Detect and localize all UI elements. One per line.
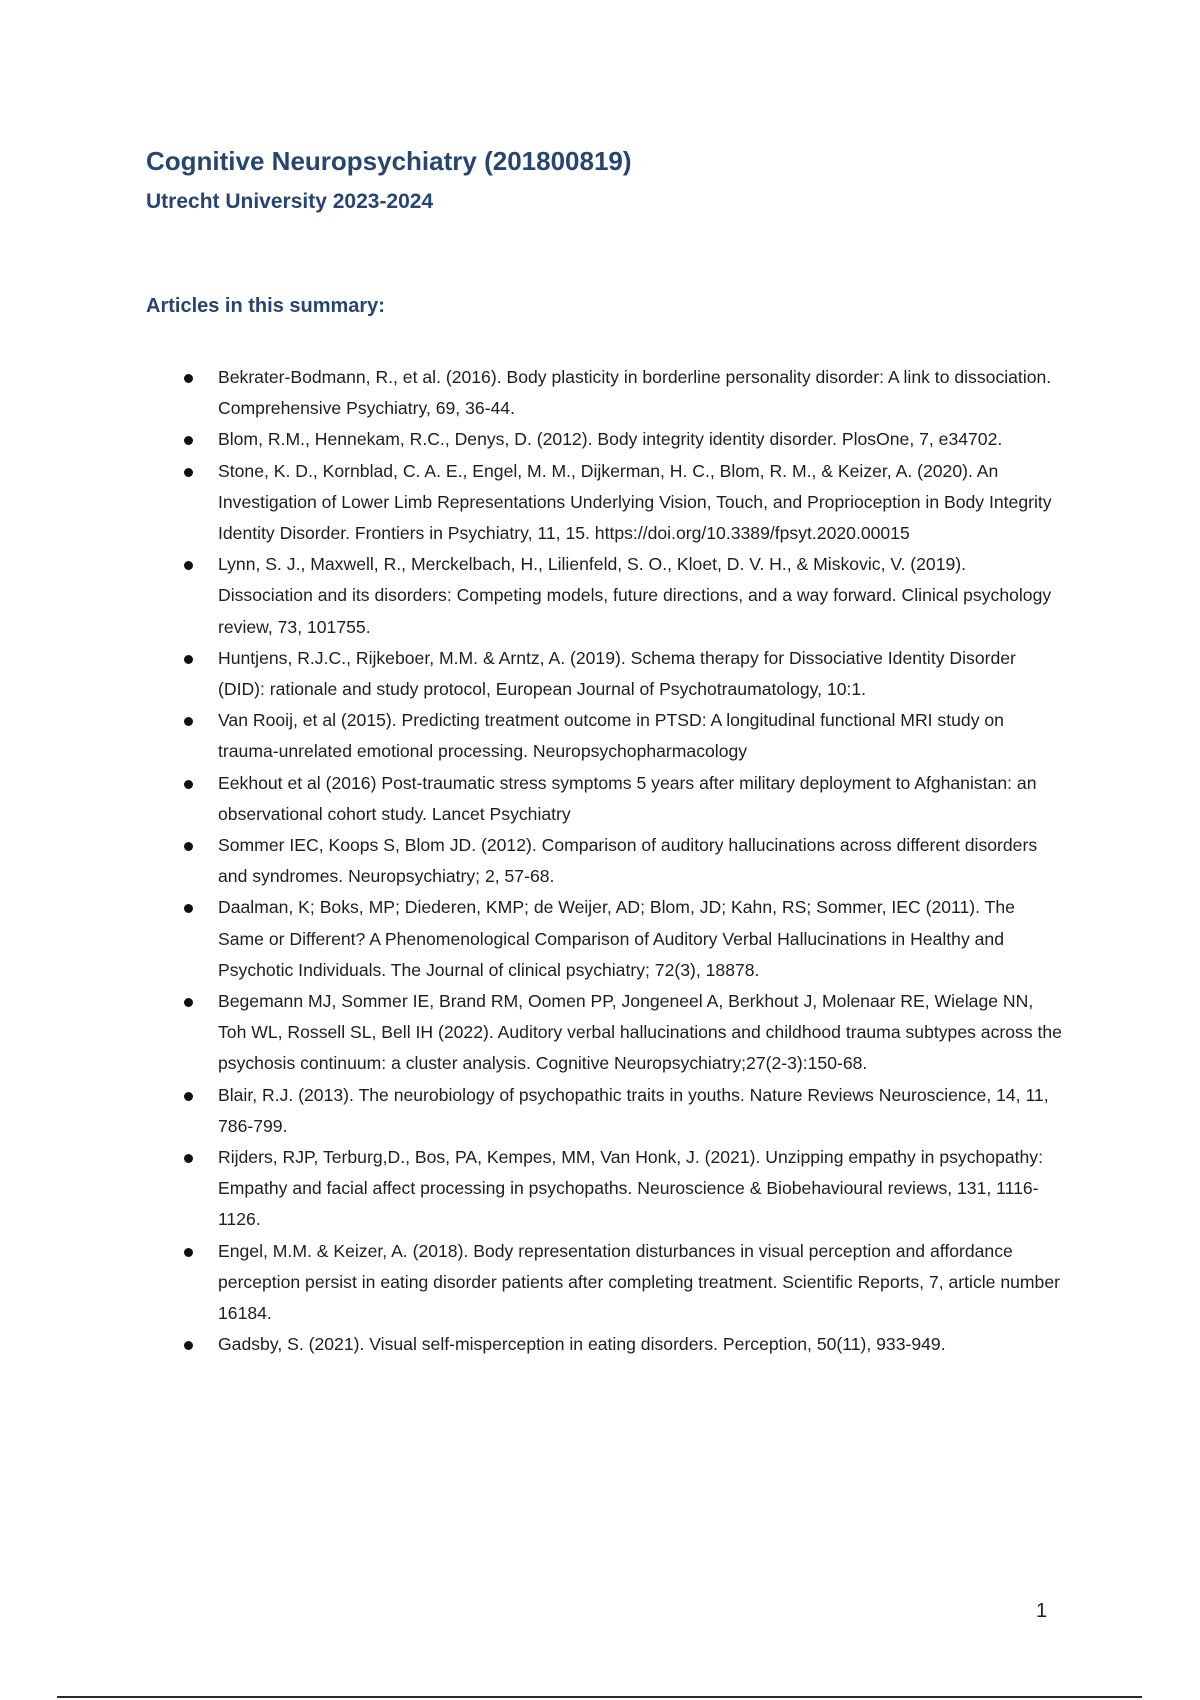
article-citation: Huntjens, R.J.C., Rijkeboer, M.M. & Arntz, A. (2019). Schema therapy for Dissociative Identity Disorder (DID): rationale and study protocol, European Journal of Psychotraumatology, 10:1. (218, 647, 1016, 700)
bullet-icon (184, 374, 193, 383)
article-citation: Bekrater-Bodmann, R., et al. (2016). Body plasticity in borderline personality disorder: A link to dissociation. Comprehensive Psychiatry, 69, 36-44. (218, 367, 1052, 419)
document-title: Cognitive Neuropsychiatry (201800819) (146, 146, 632, 176)
list-item (184, 549, 1064, 643)
bullet-icon (184, 717, 193, 726)
document-subtitle: Utrecht University 2023-2024 (146, 190, 434, 213)
article-citation: Blair, R.J. (2013). The neurobiology of psychopathic traits in youths. Nature Reviews Neuroscience, 14, 11, 786-799. (218, 1084, 1049, 1136)
article-citation: Rijders, RJP, Terburg,D., Bos, PA, Kempes, MM, Van Honk, J. (2021). Unzipping empathy in psychopathy: Empathy and facial affect processing in psychopaths. Neuroscience & Biobehavioural reviews, 131, 1116-1126. (218, 1147, 1043, 1230)
list-item (184, 830, 1064, 892)
article-citation: Sommer IEC, Koops S, Blom JD. (2012). Comparison of auditory hallucinations across different disorders and syndromes. Neuropsychiatry; 2, 57-68. (218, 835, 1038, 887)
list-item (184, 362, 1064, 424)
article-citation: Stone, K. D., Kornblad, C. A. E., Engel, M. M., Dijkerman, H. C., Blom, R. M., & Keizer, A. (2020). An Investigation of Lower Limb Representations Underlying Vision, Touch, and Proprioception in Body Integrity Identity Disorder. Frontiers in Psychiatry, 11, 15. https://doi.org/10.3389/fpsyt.2020.00015 (218, 460, 1052, 544)
bullet-icon (184, 436, 193, 445)
list-item (184, 768, 1064, 830)
list-item (184, 705, 1064, 767)
articles-heading: Articles in this summary: (146, 295, 385, 317)
article-citation: Gadsby, S. (2021). Visual self-misperception in eating disorders. Perception, 50(11), 933-949. (218, 1334, 946, 1355)
bullet-icon (184, 998, 193, 1007)
bullet-icon (184, 468, 193, 477)
list-item (184, 1080, 1064, 1142)
list-item (184, 424, 1064, 455)
article-citation: Lynn, S. J., Maxwell, R., Merckelbach, H., Lilienfeld, S. O., Kloet, D. V. H., & Miskovic, V. (2019). Dissociation and its disorders: Competing models, future directions, and a way forward. Clinical psychology review, 73, 101755. (218, 554, 1052, 637)
article-citation: Eekhout et al (2016) Post-traumatic stress symptoms 5 years after military deployment to Afghanistan: an observational cohort study. Lancet Psychiatry (218, 772, 1037, 824)
page-number: 1 (1036, 1600, 1048, 1622)
article-citation: Begemann MJ, Sommer IE, Brand RM, Oomen PP, Jongeneel A, Berkhout J, Molenaar RE, Wielage NN, Toh WL, Rossell SL, Bell IH (2022). Auditory verbal hallucinations and childhood trauma subtypes across the psychosis continuum: a cluster analysis. Cognitive Neuropsychiatry;27(2-3):150-68. (218, 991, 1062, 1074)
bullet-icon (184, 1154, 193, 1163)
list-item (184, 986, 1064, 1080)
bullet-icon (184, 842, 193, 851)
list-item (184, 456, 1064, 550)
list-item (184, 892, 1064, 986)
article-citation: Daalman, K; Boks, MP; Diederen, KMP; de Weijer, AD; Blom, JD; Kahn, RS; Sommer, IEC (2011). The Same or Different? A Phenomenological Comparison of Auditory Verbal Hallucinations in Healthy and Psychotic Individuals. The Journal of clinical psychiatry; 72(3), 18878. (218, 897, 1015, 980)
list-item (184, 1236, 1064, 1330)
bullet-icon (184, 655, 193, 664)
bullet-icon (184, 1092, 193, 1101)
bullet-icon (184, 1248, 193, 1257)
bullet-icon (184, 904, 193, 913)
list-item (184, 1142, 1064, 1236)
article-citation: Van Rooij, et al (2015). Predicting treatment outcome in PTSD: A longitudinal functional MRI study on trauma-unrelated emotional processing. Neuropsychopharmacology (218, 710, 1004, 762)
bullet-icon (184, 780, 193, 789)
page-bottom-divider (57, 1696, 1142, 1698)
list-item (184, 643, 1064, 705)
bullet-icon (184, 1341, 193, 1350)
bullet-icon (184, 561, 193, 570)
list-item (184, 1329, 1064, 1360)
article-citation: Blom, R.M., Hennekam, R.C., Denys, D. (2012). Body integrity identity disorder. PlosOne, 7, e34702. (218, 429, 1003, 450)
article-list (184, 362, 1064, 1361)
article-citation: Engel, M.M. & Keizer, A. (2018). Body representation disturbances in visual perception and affordance perception persist in eating disorder patients after completing treatment. Scientific Reports, 7, article number 16184. (218, 1240, 1060, 1324)
